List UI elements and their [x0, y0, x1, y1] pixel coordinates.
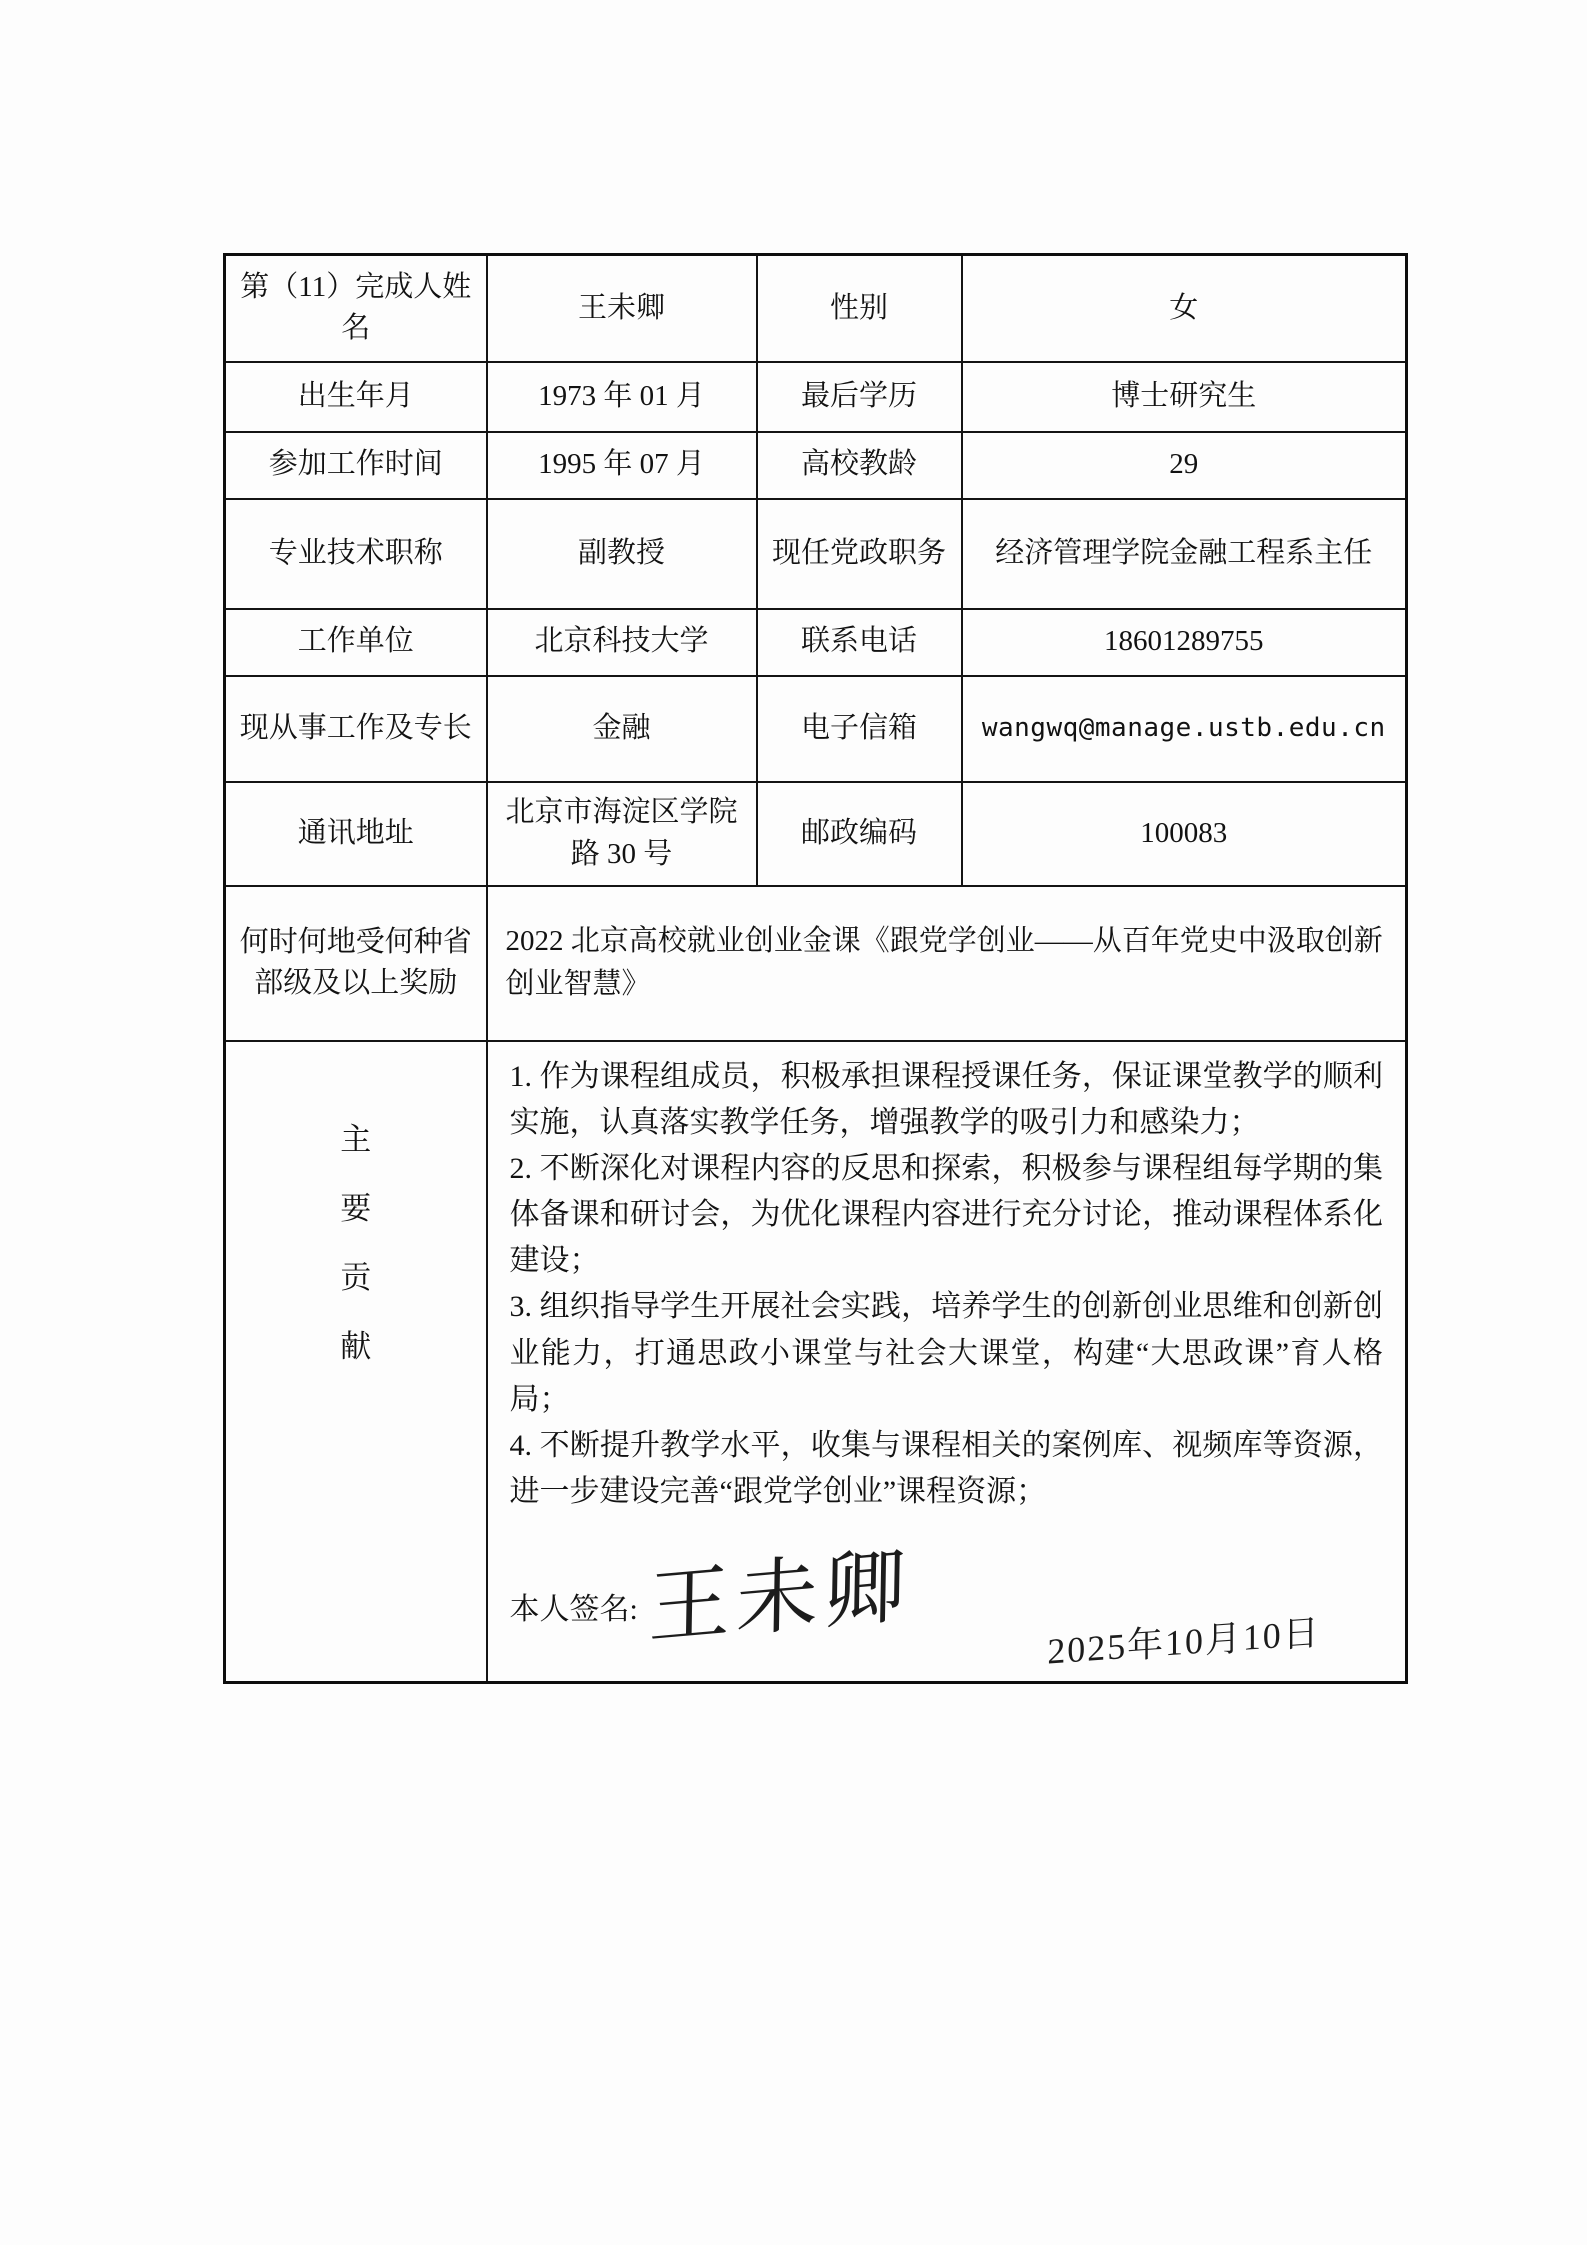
work-start-row: [225, 432, 1407, 499]
signature-block: [509, 1540, 1384, 1672]
email-label: 电子信箱: [757, 676, 962, 782]
contribution-label-char: 要: [340, 1190, 372, 1226]
professional-title-row: [225, 499, 1407, 609]
award-row: [225, 886, 1407, 1041]
phone-value: 18601289755: [962, 609, 1407, 676]
signature-label: 本人签名:: [509, 1593, 638, 1627]
signature-name-handwriting: 王未卿: [647, 1540, 913, 1656]
email-value: wangwq@manage.ustb.edu.cn: [962, 676, 1407, 782]
current-work-label: 现从事工作及专长: [225, 676, 487, 782]
contribution-label-char: 贡: [340, 1259, 372, 1295]
gender-label: 性别: [757, 255, 962, 362]
work-start-value: 1995 年 07 月: [487, 432, 757, 499]
employer-value: 北京科技大学: [487, 609, 757, 676]
birth-date-row: [225, 362, 1407, 432]
contribution-item: 2. 不断深化对课程内容的反思和探索，积极参与课程组每学期的集体备课和研讨会，为优化课程内容进行充分讨论，推动课程体系化建设；: [509, 1151, 1383, 1278]
postal-code-label: 邮政编码: [757, 782, 962, 886]
employer-label: 工作单位: [225, 609, 487, 676]
work-start-label: 参加工作时间: [225, 432, 487, 499]
contribution-item: 4. 不断提升教学水平，收集与课程相关的案例库、视频库等资源，进一步建设完善“跟党学创业”课程资源；: [509, 1429, 1383, 1509]
contribution-row: [225, 1041, 1407, 1683]
award-value: 2022 北京高校就业创业金课《跟党学创业——从百年党史中汲取创新创业智慧》: [487, 886, 1407, 1041]
contribution-content: [487, 1041, 1407, 1683]
postal-code-value: 100083: [962, 782, 1407, 886]
party-position-value: 经济管理学院金融工程系主任: [962, 499, 1407, 609]
contribution-label-char: 主: [340, 1121, 372, 1157]
signature-date-handwriting: 2025年10月10日: [1047, 1612, 1321, 1672]
last-degree-label: 最后学历: [757, 362, 962, 432]
phone-label: 联系电话: [757, 609, 962, 676]
contribution-item: 3. 组织指导学生开展社会实践，培养学生的创新创业思维和创新创业能力，打通思政小课堂与社会大课堂，构建“大思政课”育人格局；: [509, 1290, 1383, 1416]
completer-name-row: [225, 255, 1407, 362]
address-value: 北京市海淀区学院路 30 号: [487, 782, 757, 886]
contribution-label-char: 献: [340, 1328, 372, 1364]
birth-date-label: 出生年月: [225, 362, 487, 432]
professional-title-label: 专业技术职称: [225, 499, 487, 609]
contribution-label: [225, 1041, 487, 1683]
last-degree-value: 博士研究生: [962, 362, 1407, 432]
address-row: [225, 782, 1407, 886]
birth-date-value: 1973 年 01 月: [487, 362, 757, 432]
contribution-label-stack: [236, 1046, 476, 1369]
party-position-label: 现任党政职务: [757, 499, 962, 609]
professional-title-value: 副教授: [487, 499, 757, 609]
contribution-item: 1. 作为课程组成员，积极承担课程授课任务，保证课堂教学的顺利实施，认真落实教学任务，增强教学的吸引力和感染力；: [509, 1059, 1383, 1139]
current-work-value: 金融: [487, 676, 757, 782]
personnel-info-table: [223, 253, 1408, 1684]
teaching-years-value: 29: [962, 432, 1407, 499]
teaching-years-label: 高校教龄: [757, 432, 962, 499]
completer-name-label: 第（11）完成人姓名: [225, 255, 487, 362]
completer-name-value: 王未卿: [487, 255, 757, 362]
award-label: 何时何地受何种省部级及以上奖励: [225, 886, 487, 1041]
gender-value: 女: [962, 255, 1407, 362]
employer-row: [225, 609, 1407, 676]
current-work-row: [225, 676, 1407, 782]
address-label: 通讯地址: [225, 782, 487, 886]
